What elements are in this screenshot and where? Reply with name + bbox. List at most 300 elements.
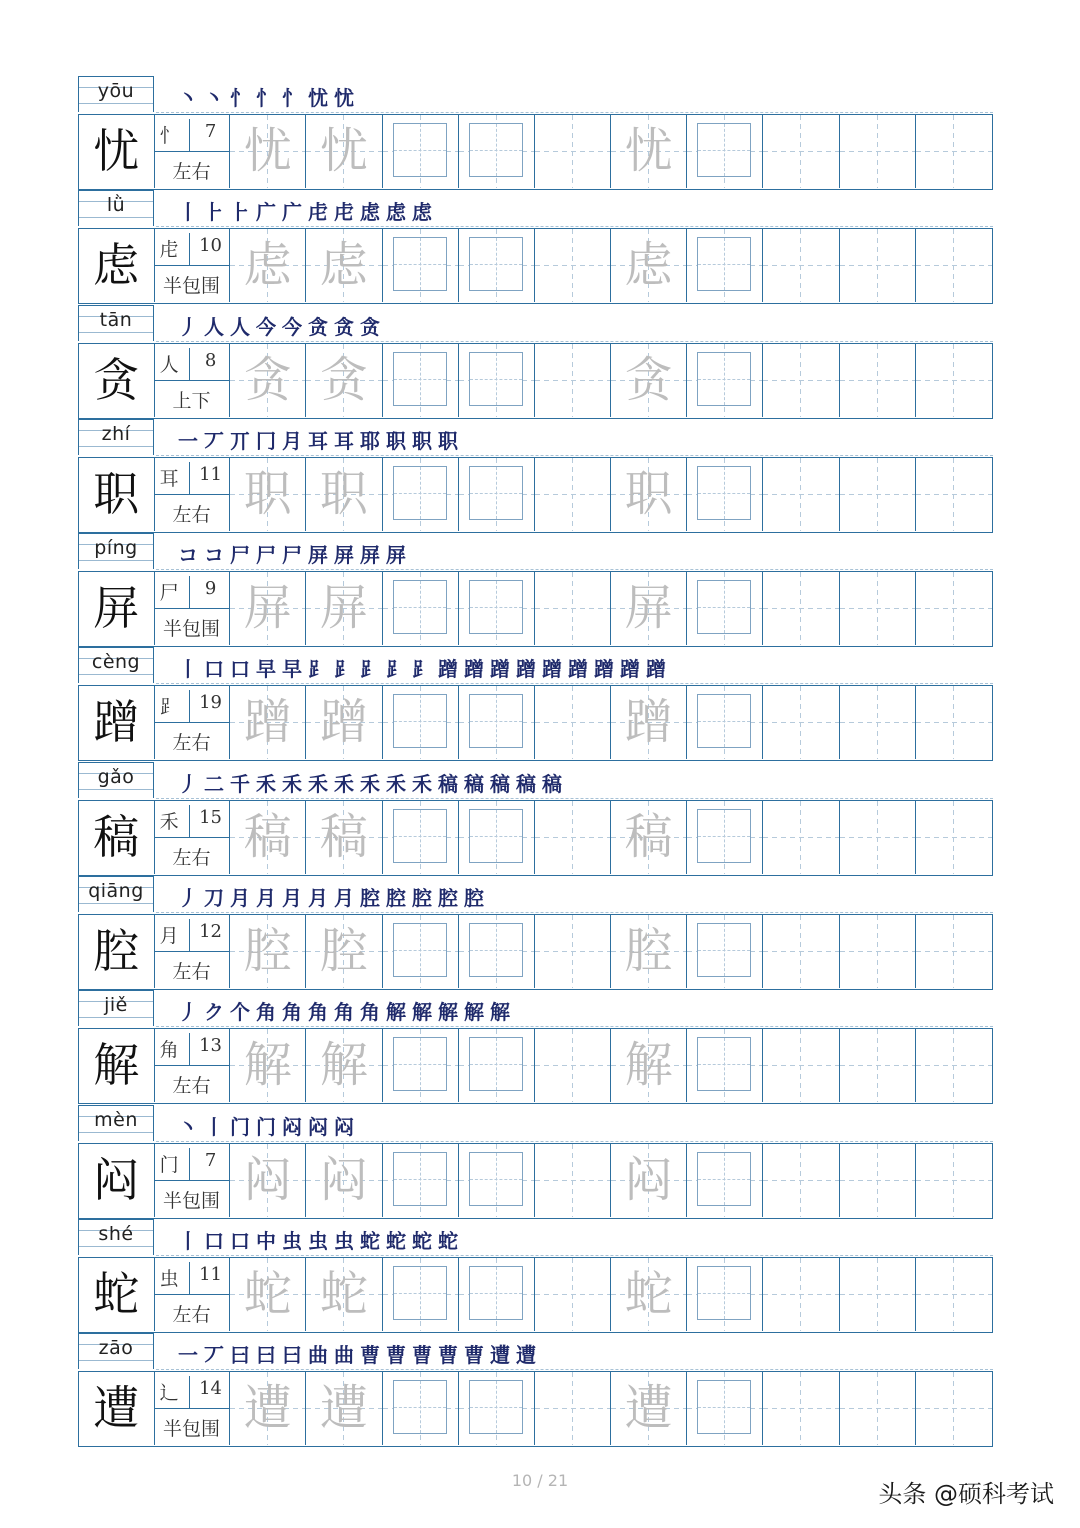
stroke-step: 丶 xyxy=(204,86,224,110)
practice-cell[interactable] xyxy=(916,686,992,759)
pinyin: píng xyxy=(94,537,138,560)
trace-character: 腔 xyxy=(319,923,368,980)
divider xyxy=(155,1065,229,1066)
stroke-step: ⺊ xyxy=(204,200,224,225)
stroke-step: 屏 xyxy=(386,543,406,568)
stroke-step: 角 xyxy=(308,1000,328,1025)
practice-cell[interactable] xyxy=(611,1144,687,1217)
stroke-step: 虫 xyxy=(334,1228,354,1253)
pinyin: lǜ xyxy=(106,194,126,217)
radical: 角 xyxy=(159,1039,179,1062)
practice-cell[interactable] xyxy=(916,115,992,188)
tian-grid-box[interactable] xyxy=(469,694,523,748)
tian-grid-box[interactable] xyxy=(469,809,523,863)
stroke-step: 禾 xyxy=(282,771,302,796)
stroke-step: 禾 xyxy=(308,771,328,796)
practice-cell[interactable] xyxy=(383,801,459,874)
pinyin-row xyxy=(78,533,993,571)
practice-cell[interactable] xyxy=(687,915,763,988)
pinyin: yōu xyxy=(97,80,135,102)
structure: 左右 xyxy=(172,1075,211,1098)
practice-cell[interactable] xyxy=(230,1144,306,1217)
practice-cell[interactable] xyxy=(535,458,611,531)
stroke-step: 蹭 xyxy=(542,657,562,682)
practice-cell[interactable] xyxy=(230,801,306,874)
stroke-step: ク xyxy=(204,1000,224,1025)
practice-cell[interactable] xyxy=(383,1029,459,1102)
practice-cell[interactable] xyxy=(383,915,459,988)
practice-cell[interactable] xyxy=(763,1258,839,1331)
stroke-step: 冂 xyxy=(256,428,276,453)
stroke-step: 蹭 xyxy=(620,657,640,682)
tian-grid-box[interactable] xyxy=(697,237,751,291)
stroke-step: 尸 xyxy=(282,543,302,568)
stroke-step: コ xyxy=(204,543,224,568)
stroke-step: 耶 xyxy=(360,428,380,453)
character-info xyxy=(155,915,231,988)
stroke-count: 14 xyxy=(199,1378,223,1400)
practice-cell[interactable] xyxy=(459,801,535,874)
structure: 半包围 xyxy=(163,1189,221,1212)
practice-cell[interactable] xyxy=(535,115,611,188)
stroke-step: 角 xyxy=(256,1000,276,1025)
stroke-order xyxy=(178,311,386,341)
stroke-step: 今 xyxy=(282,314,302,339)
practice-sheet xyxy=(78,76,993,1448)
pinyin-guide-line xyxy=(156,1255,993,1256)
stroke-step: 遭 xyxy=(516,1343,536,1368)
practice-cell[interactable] xyxy=(840,1258,916,1331)
tian-grid-box[interactable] xyxy=(469,237,523,291)
practice-cell[interactable] xyxy=(230,1258,306,1331)
character-info xyxy=(155,686,231,759)
practice-cell[interactable] xyxy=(306,458,382,531)
practice-cell[interactable] xyxy=(306,915,382,988)
practice-cell[interactable] xyxy=(535,686,611,759)
tian-grid-box[interactable] xyxy=(393,466,447,520)
tian-grid-box[interactable] xyxy=(393,1380,447,1434)
divider xyxy=(189,119,190,151)
character-entry xyxy=(78,762,993,876)
practice-cell[interactable] xyxy=(916,458,992,531)
practice-cell[interactable] xyxy=(840,115,916,188)
structure: 左右 xyxy=(172,161,211,183)
practice-cell[interactable] xyxy=(687,1372,763,1445)
pinyin: gǎo xyxy=(97,765,135,788)
character-info xyxy=(155,1144,231,1217)
tian-grid-box[interactable] xyxy=(697,694,751,748)
practice-cell[interactable] xyxy=(840,915,916,988)
stroke-step: 门 xyxy=(230,1114,250,1139)
tian-grid-box[interactable] xyxy=(469,466,523,520)
pinyin: shé xyxy=(98,1222,134,1245)
character-info xyxy=(155,115,231,188)
practice-cell[interactable] xyxy=(840,458,916,531)
practice-cell[interactable] xyxy=(840,801,916,874)
stroke-step: 蛇 xyxy=(386,1228,406,1253)
practice-cell[interactable] xyxy=(840,1144,916,1217)
stroke-step: 闷 xyxy=(308,1114,328,1139)
stroke-step: 曰 xyxy=(256,1343,276,1368)
practice-cell[interactable] xyxy=(535,1258,611,1331)
tian-grid-box[interactable] xyxy=(697,1037,751,1091)
stroke-step: 虑 xyxy=(412,200,432,225)
practice-cell[interactable] xyxy=(306,686,382,759)
practice-cell[interactable] xyxy=(916,229,992,302)
practice-cell[interactable] xyxy=(459,115,535,188)
tian-grid-box[interactable] xyxy=(697,580,751,634)
practice-cell[interactable] xyxy=(763,572,839,645)
trace-character: 蹭 xyxy=(624,694,673,751)
stroke-step: 口 xyxy=(204,657,224,682)
practice-cell[interactable] xyxy=(459,458,535,531)
stroke-order xyxy=(178,653,672,683)
tian-grid-box[interactable] xyxy=(469,923,523,977)
pinyin-row xyxy=(78,1333,993,1371)
practice-cell[interactable] xyxy=(687,1144,763,1217)
stroke-step: 一 xyxy=(178,428,198,453)
practice-cell[interactable] xyxy=(306,801,382,874)
divider xyxy=(189,462,190,494)
practice-cell[interactable] xyxy=(916,344,992,417)
practice-cell[interactable] xyxy=(687,115,763,188)
tian-grid-box[interactable] xyxy=(697,1380,751,1434)
structure: 左右 xyxy=(172,961,211,984)
practice-cell[interactable] xyxy=(687,686,763,759)
tian-grid-box[interactable] xyxy=(393,580,447,634)
tian-grid-box[interactable] xyxy=(393,123,447,177)
practice-cell[interactable] xyxy=(763,229,839,302)
stroke-order xyxy=(178,996,516,1026)
structure: 左右 xyxy=(172,503,211,526)
stroke-step: 丶 xyxy=(178,1114,198,1139)
divider xyxy=(189,576,190,608)
practice-cell[interactable] xyxy=(306,1029,382,1102)
stroke-count: 10 xyxy=(199,235,223,257)
structure: 半包围 xyxy=(163,275,221,298)
tian-grid-box[interactable] xyxy=(697,1266,751,1320)
practice-cell[interactable] xyxy=(763,458,839,531)
stroke-step: 曹 xyxy=(412,1343,432,1368)
stroke-step: 刀 xyxy=(204,886,224,911)
practice-cell[interactable] xyxy=(763,115,839,188)
practice-cell[interactable] xyxy=(611,915,687,988)
stroke-step: 虑 xyxy=(386,200,406,225)
practice-cell[interactable] xyxy=(306,1372,382,1445)
practice-cell[interactable] xyxy=(687,1029,763,1102)
practice-cell[interactable] xyxy=(535,229,611,302)
practice-cell[interactable] xyxy=(763,1029,839,1102)
practice-cell[interactable] xyxy=(306,572,382,645)
stroke-step: 曹 xyxy=(438,1343,458,1368)
model-character: 解 xyxy=(79,1029,155,1102)
tian-grid-box[interactable] xyxy=(393,923,447,977)
practice-cell[interactable] xyxy=(230,572,306,645)
model-character: 贪 xyxy=(79,344,155,417)
stroke-step: 腔 xyxy=(412,886,432,911)
practice-cell[interactable] xyxy=(230,1372,306,1445)
practice-cell[interactable] xyxy=(611,801,687,874)
tian-grid-box[interactable] xyxy=(393,1037,447,1091)
practice-cell[interactable] xyxy=(459,1144,535,1217)
trace-character: 屏 xyxy=(624,580,673,637)
trace-character: 职 xyxy=(624,465,673,522)
practice-cell[interactable] xyxy=(459,229,535,302)
tian-grid-box[interactable] xyxy=(697,923,751,977)
practice-cell[interactable] xyxy=(763,1372,839,1445)
stroke-step: 解 xyxy=(490,1000,510,1025)
stroke-step: 蹭 xyxy=(646,657,666,682)
trace-character: 屏 xyxy=(243,580,292,637)
practice-cell[interactable] xyxy=(230,344,306,417)
practice-cell[interactable] xyxy=(459,344,535,417)
stroke-step: 蹭 xyxy=(438,657,458,682)
trace-character: 解 xyxy=(319,1037,368,1094)
tian-grid-box[interactable] xyxy=(469,580,523,634)
radical: 虫 xyxy=(159,1267,179,1290)
practice-cell[interactable] xyxy=(230,1029,306,1102)
stroke-step: 个 xyxy=(230,1000,250,1025)
watermark: 头条 @硕科考试 xyxy=(878,1480,1054,1508)
writing-row xyxy=(78,343,993,419)
trace-character: 虑 xyxy=(243,237,292,294)
practice-cell[interactable] xyxy=(383,115,459,188)
structure: 左右 xyxy=(172,732,211,755)
stroke-step: 蛇 xyxy=(360,1228,380,1253)
divider xyxy=(155,722,229,723)
character-info xyxy=(155,1029,231,1102)
radical: ⻊ xyxy=(159,696,179,719)
tian-grid-box[interactable] xyxy=(393,1266,447,1320)
practice-cell[interactable] xyxy=(383,1372,459,1445)
stroke-step: 曰 xyxy=(282,1343,302,1368)
practice-cell[interactable] xyxy=(687,344,763,417)
practice-cell[interactable] xyxy=(916,801,992,874)
practice-cell[interactable] xyxy=(763,1144,839,1217)
stroke-step: 忄 xyxy=(282,86,302,110)
practice-cell[interactable] xyxy=(383,229,459,302)
practice-cell[interactable] xyxy=(459,1372,535,1445)
stroke-step: 解 xyxy=(412,1000,432,1025)
stroke-step: 腔 xyxy=(386,886,406,911)
stroke-step: 蛇 xyxy=(438,1228,458,1253)
practice-cell[interactable] xyxy=(383,344,459,417)
practice-cell[interactable] xyxy=(535,572,611,645)
practice-cell[interactable] xyxy=(611,686,687,759)
stroke-step: 人 xyxy=(230,314,250,339)
practice-cell[interactable] xyxy=(306,229,382,302)
stroke-step: ⻊ xyxy=(334,657,354,682)
tian-grid-box[interactable] xyxy=(469,1037,523,1091)
stroke-step: 门 xyxy=(256,1114,276,1139)
character-entry xyxy=(78,533,993,647)
divider xyxy=(155,265,229,266)
tian-grid-box[interactable] xyxy=(469,1266,523,1320)
character-info xyxy=(155,1372,231,1445)
practice-cell[interactable] xyxy=(916,1144,992,1217)
stroke-step: 丨 xyxy=(204,1114,224,1139)
practice-cell[interactable] xyxy=(687,458,763,531)
pinyin-guide-line xyxy=(156,112,993,113)
stroke-order xyxy=(178,768,568,798)
stroke-step: 蹭 xyxy=(490,657,510,682)
practice-cell[interactable] xyxy=(459,572,535,645)
tian-grid-box[interactable] xyxy=(393,237,447,291)
stroke-step: 月 xyxy=(256,886,276,911)
model-character: 蹭 xyxy=(79,686,155,759)
practice-cell[interactable] xyxy=(230,458,306,531)
divider xyxy=(189,348,190,380)
practice-cell[interactable] xyxy=(916,572,992,645)
trace-character: 解 xyxy=(624,1037,673,1094)
model-character: 蛇 xyxy=(79,1258,155,1331)
practice-cell[interactable] xyxy=(611,229,687,302)
practice-cell[interactable] xyxy=(687,229,763,302)
practice-cell[interactable] xyxy=(459,1258,535,1331)
writing-row xyxy=(78,914,993,990)
stroke-step: 腔 xyxy=(360,886,380,911)
practice-cell[interactable] xyxy=(535,915,611,988)
practice-cell[interactable] xyxy=(230,115,306,188)
stroke-step: 屏 xyxy=(308,543,328,568)
stroke-step: 角 xyxy=(334,1000,354,1025)
character-entry xyxy=(78,190,993,304)
stroke-step: 解 xyxy=(438,1000,458,1025)
stroke-step: ⻊ xyxy=(386,657,406,682)
practice-cell[interactable] xyxy=(611,115,687,188)
tian-grid-box[interactable] xyxy=(469,123,523,177)
character-entry xyxy=(78,647,993,761)
stroke-step: ⻊ xyxy=(308,657,328,682)
practice-cell[interactable] xyxy=(840,572,916,645)
trace-character: 贪 xyxy=(319,351,368,408)
stroke-step: 蹭 xyxy=(568,657,588,682)
practice-cell[interactable] xyxy=(916,1029,992,1102)
pinyin-row xyxy=(78,419,993,457)
tian-grid-box[interactable] xyxy=(697,1152,751,1206)
tian-grid-box[interactable] xyxy=(393,809,447,863)
model-character: 稿 xyxy=(79,801,155,874)
practice-cell[interactable] xyxy=(383,1258,459,1331)
character-info xyxy=(155,572,231,645)
stroke-step: 曲 xyxy=(334,1343,354,1368)
practice-cell[interactable] xyxy=(459,915,535,988)
tian-grid-box[interactable] xyxy=(393,352,447,406)
pinyin-row xyxy=(78,762,993,800)
tian-grid-box[interactable] xyxy=(393,694,447,748)
practice-cell[interactable] xyxy=(306,344,382,417)
tian-grid-box[interactable] xyxy=(697,123,751,177)
practice-cell[interactable] xyxy=(763,915,839,988)
practice-cell[interactable] xyxy=(611,344,687,417)
practice-cell[interactable] xyxy=(840,229,916,302)
tian-grid-box[interactable] xyxy=(697,809,751,863)
pinyin-guide-line xyxy=(156,569,993,570)
practice-cell[interactable] xyxy=(383,572,459,645)
practice-cell[interactable] xyxy=(306,1258,382,1331)
stroke-count: 7 xyxy=(204,1149,217,1171)
practice-cell[interactable] xyxy=(230,686,306,759)
practice-cell[interactable] xyxy=(306,1144,382,1217)
tian-grid-box[interactable] xyxy=(697,352,751,406)
tian-grid-box[interactable] xyxy=(469,1380,523,1434)
stroke-step: 角 xyxy=(282,1000,302,1025)
practice-cell[interactable] xyxy=(611,1029,687,1102)
practice-cell[interactable] xyxy=(306,115,382,188)
stroke-step: 禾 xyxy=(334,771,354,796)
pinyin-guide-line xyxy=(156,912,993,913)
stroke-step: 腔 xyxy=(464,886,484,911)
practice-cell[interactable] xyxy=(459,1029,535,1102)
stroke-step: 闷 xyxy=(282,1114,302,1139)
practice-cell[interactable] xyxy=(840,1372,916,1445)
practice-cell[interactable] xyxy=(840,686,916,759)
practice-cell[interactable] xyxy=(763,344,839,417)
practice-cell[interactable] xyxy=(916,1372,992,1445)
stroke-step: コ xyxy=(178,543,198,568)
model-character: 遭 xyxy=(79,1372,155,1445)
tian-grid-box[interactable] xyxy=(469,352,523,406)
practice-cell[interactable] xyxy=(230,915,306,988)
practice-cell[interactable] xyxy=(535,1144,611,1217)
writing-row xyxy=(78,1028,993,1104)
practice-cell[interactable] xyxy=(840,344,916,417)
practice-cell[interactable] xyxy=(535,1372,611,1445)
practice-cell[interactable] xyxy=(611,458,687,531)
stroke-order xyxy=(178,196,438,226)
practice-cell[interactable] xyxy=(230,229,306,302)
practice-cell[interactable] xyxy=(916,1258,992,1331)
practice-cell[interactable] xyxy=(383,686,459,759)
stroke-count: 13 xyxy=(199,1035,223,1057)
stroke-step: 广 xyxy=(282,200,302,225)
practice-cell[interactable] xyxy=(763,801,839,874)
practice-cell[interactable] xyxy=(611,1372,687,1445)
tian-grid-box[interactable] xyxy=(697,466,751,520)
character-info xyxy=(155,344,231,417)
practice-cell[interactable] xyxy=(459,686,535,759)
practice-cell[interactable] xyxy=(535,1029,611,1102)
tian-grid-box[interactable] xyxy=(393,1152,447,1206)
practice-cell[interactable] xyxy=(383,1144,459,1217)
practice-cell[interactable] xyxy=(611,572,687,645)
pinyin-row xyxy=(78,76,993,114)
writing-row xyxy=(78,685,993,761)
stroke-step: 丆 xyxy=(204,428,224,453)
stroke-step: 尸 xyxy=(256,543,276,568)
practice-cell[interactable] xyxy=(535,344,611,417)
radical: 尸 xyxy=(159,582,179,605)
tian-grid-box[interactable] xyxy=(469,1152,523,1206)
radical: 月 xyxy=(159,925,179,948)
practice-cell[interactable] xyxy=(383,458,459,531)
practice-cell[interactable] xyxy=(763,686,839,759)
stroke-step: 曹 xyxy=(360,1343,380,1368)
practice-cell[interactable] xyxy=(687,572,763,645)
practice-cell[interactable] xyxy=(840,1029,916,1102)
practice-cell[interactable] xyxy=(687,801,763,874)
practice-cell[interactable] xyxy=(611,1258,687,1331)
practice-cell[interactable] xyxy=(535,801,611,874)
pinyin-guide-line xyxy=(156,341,993,342)
practice-cell[interactable] xyxy=(916,915,992,988)
stroke-step: 稿 xyxy=(490,771,510,796)
stroke-step: 禾 xyxy=(386,771,406,796)
model-character: 屏 xyxy=(79,572,155,645)
practice-cell[interactable] xyxy=(687,1258,763,1331)
pinyin-row xyxy=(78,990,993,1028)
stroke-step: 虍 xyxy=(334,200,354,225)
